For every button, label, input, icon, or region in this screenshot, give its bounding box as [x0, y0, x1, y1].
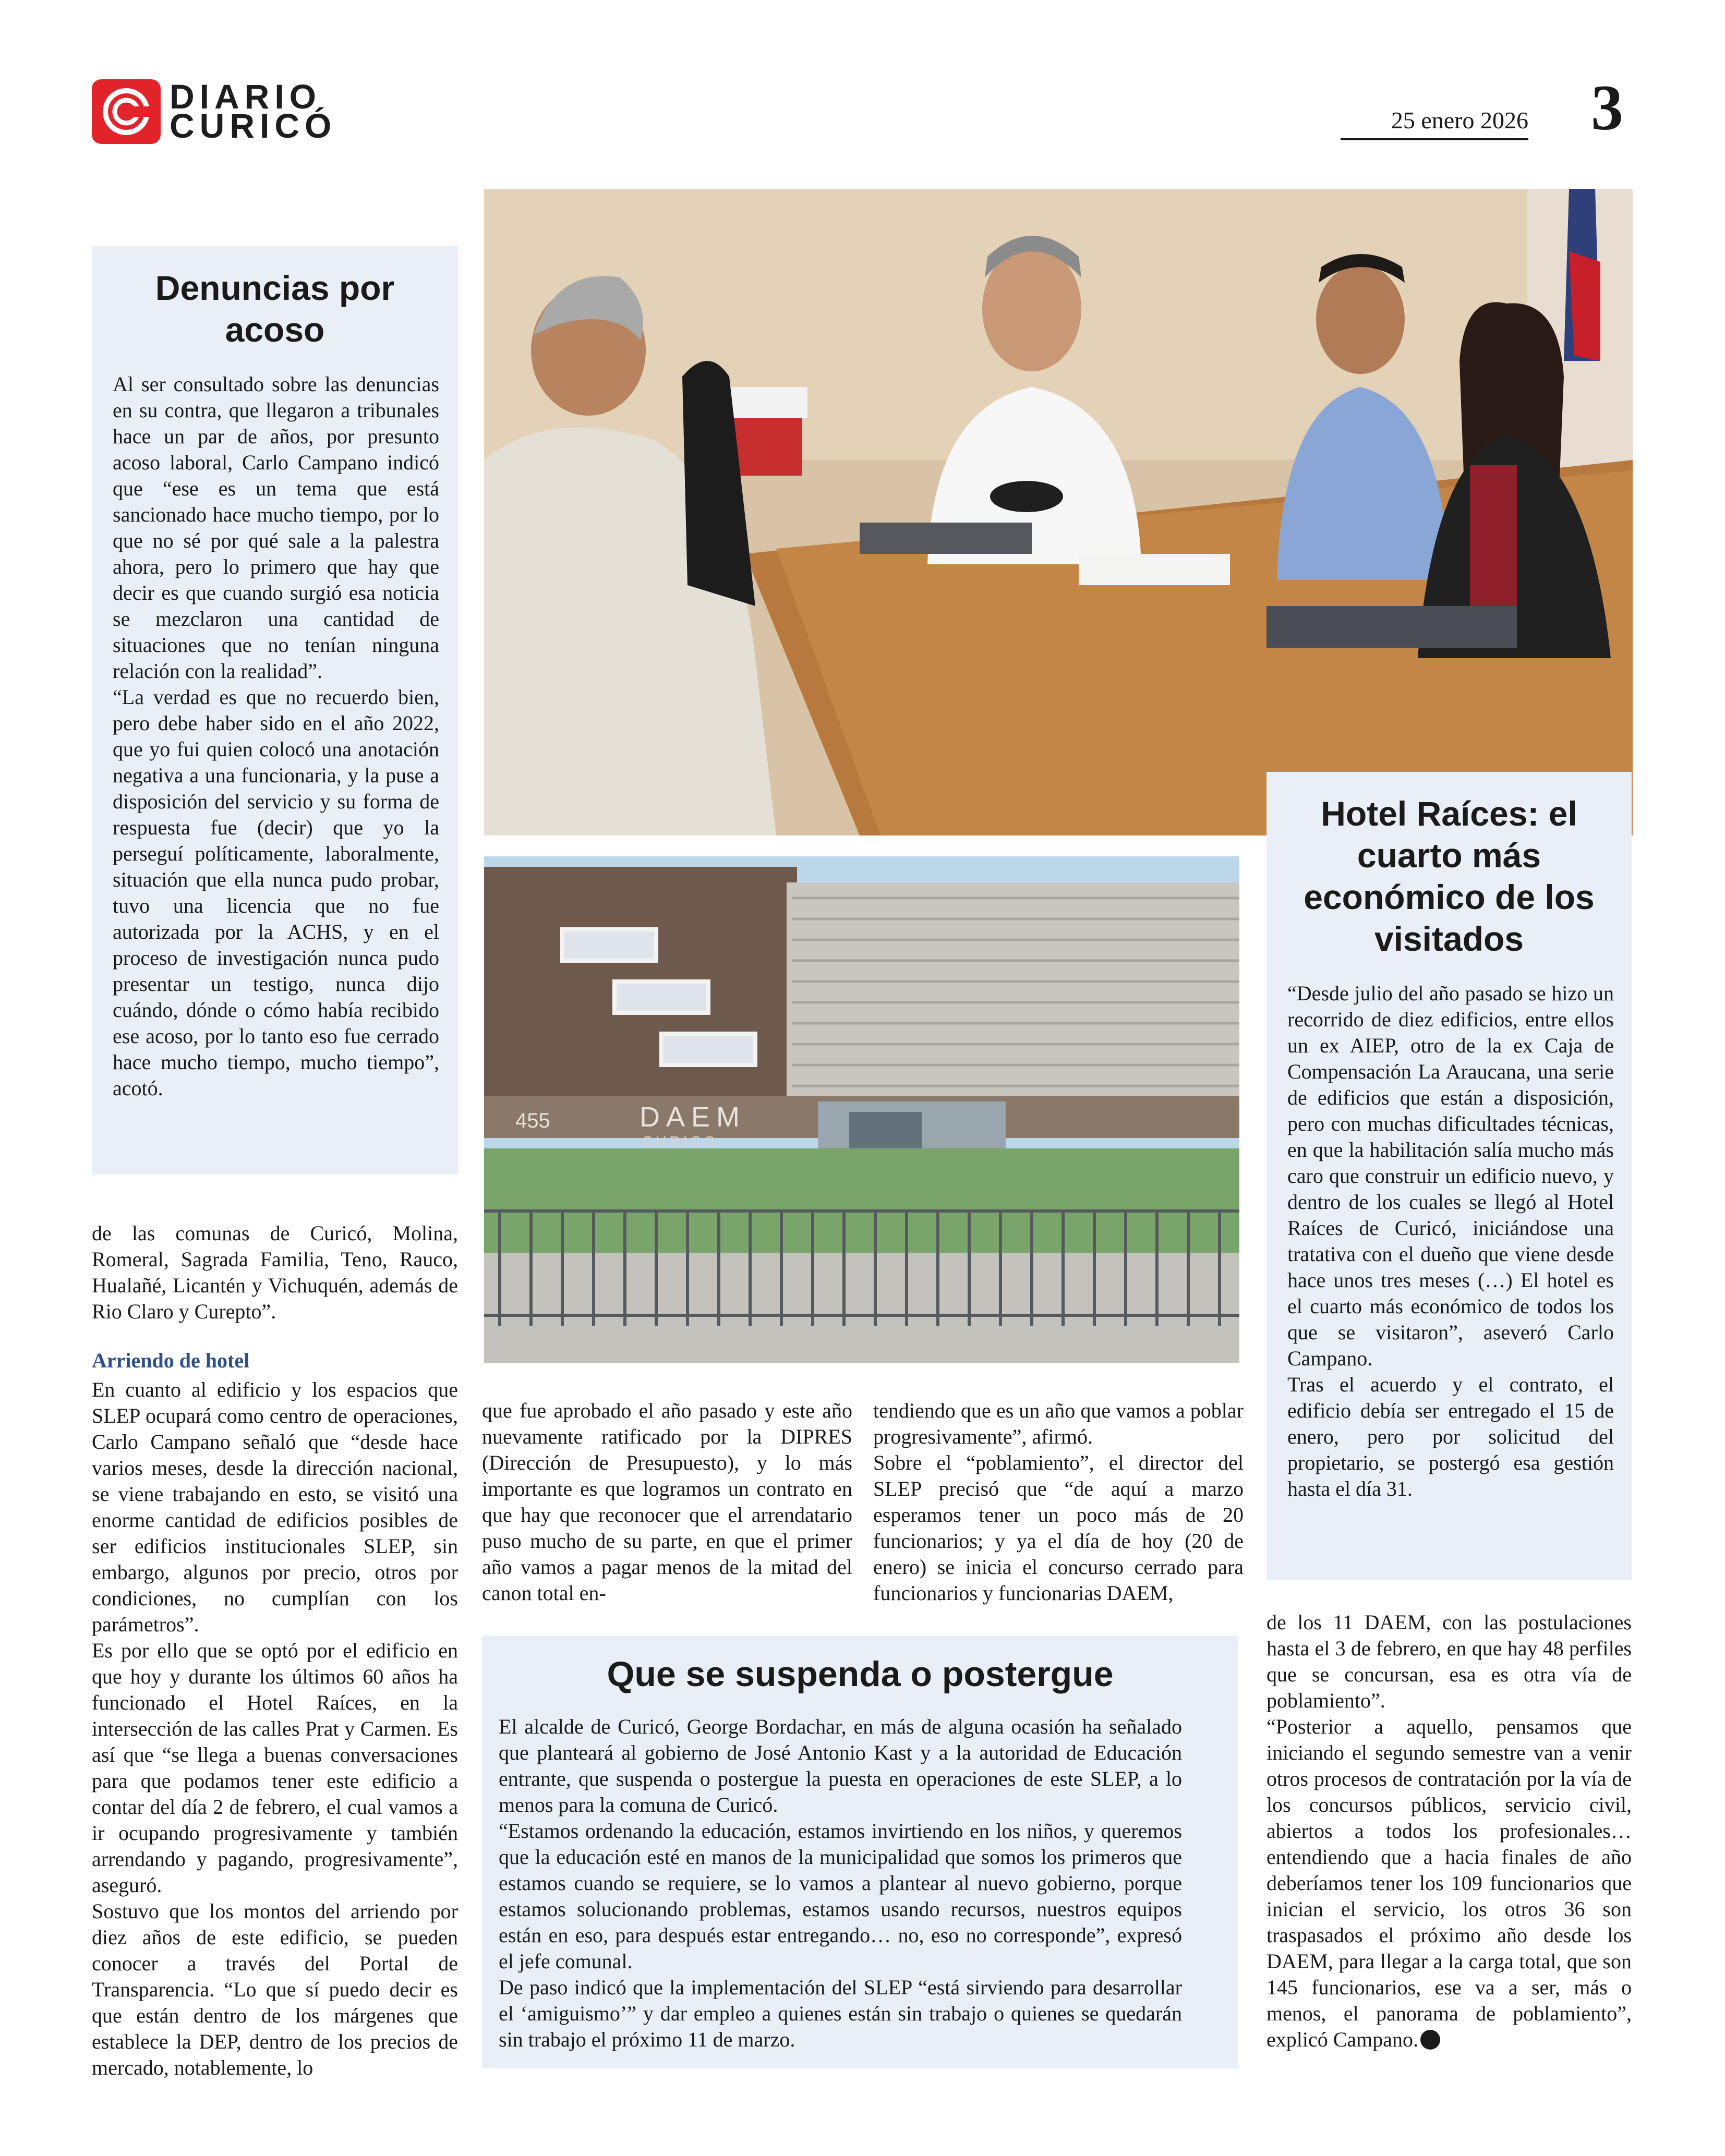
- end-of-article-icon: [1420, 2030, 1440, 2050]
- page-number: 3: [1591, 72, 1623, 143]
- box-body: [1287, 980, 1614, 1502]
- paragraph: Sostuvo que los montos del arriendo por diez años de este edificio, se pueden conocer a través del Portal de Transparencia. “Lo que sí puedo decir es que están dentro de los márgenes que establece la DEP, dentro de los precios de mercado, notablemente, lo: [92, 1899, 458, 2079]
- paragraph: Es por ello que se optó por el edificio en que hoy y durante los últimos 60 años ha funcionado el Hotel Raíces, en la intersección de las calles Prat y Carmen. Es así que “se llega a buenas conversaciones para que podamos tener este edificio a contar del día 2 de febrero, el cual vamos a ir ocupando progresivamente y también arrendando y pagando, progresivamente”, aseguró.: [92, 1639, 458, 1897]
- building-sign-city: CURICO: [642, 1133, 719, 1149]
- paragraph: De paso indicó que la implementación del SLEP “está sirviendo para desarrollar el ‘amiguismo’” y dar empleo a quienes están sin trabajo o quienes se quedarán sin trabajo el próximo 11 de marzo.: [499, 1976, 1182, 2051]
- paragraph: “La verdad es que no recuerdo bien, pero debe haber sido en el año 2022, que yo fui quien colocó una anotación negativa a una funcionaria, y la puse a disposición del servicio y su forma de respuesta fue (decir) que yo la perseguí políticamente, laboralmente, situación que ella nunca pudo probar, tuvo una licencia que no fue autorizada por la ACHS, y en el proceso de investigación nunca pudo presentar un testigo, nunca dijo cuándo, dónde o cómo había recibido ese acoso, por lo tanto eso fue cerrado hace mucho tiempo, mucho tiempo”, acotó.: [113, 685, 439, 1100]
- building-number: 455: [515, 1109, 550, 1132]
- paragraph: “Desde julio del año pasado se hizo un recorrido de diez edificios, entre ellos un ex AIEP, otro de la ex Caja de Compensación La Araucana, una serie de edificios que están a disposición, pero con muchas dificultades técnicas, en que la habilitación salía mucho más caro que construir un edificio nuevo, y dentro de los cuales se llegó al Hotel Raíces de Curicó, iniciándose una tratativa con el dueño que viene desde hace unos tres meses (…) El hotel es el cuarto más económico de todos los que se visitaron”, aseveró Carlo Campano.: [1287, 982, 1614, 1370]
- box-title: Hotel Raíces: el cuarto más económico de los visitados: [1304, 794, 1595, 958]
- box-body: [499, 1714, 1182, 2053]
- article-column: [92, 1220, 458, 1325]
- issue-date: 25 enero 2026: [1341, 106, 1528, 140]
- sidebar-box-denuncias: [92, 246, 458, 1174]
- paragraph: de las comunas de Curicó, Molina, Romeral, Sagrada Familia, Teno, Rauco, Hualañé, Licantén y Vichuquén, además de Rio Claro y Curepto”.: [92, 1221, 458, 1323]
- subheading: Arriendo de hotel: [92, 1349, 250, 1372]
- paragraph: tendiendo que es un año que vamos a poblar progresivamente”, afirmó.: [873, 1399, 1244, 1448]
- meeting-photo: [484, 189, 1633, 835]
- box-body: [113, 371, 439, 1101]
- paragraph: Al ser consultado sobre las denuncias en su contra, que llegaron a tribunales hace un par de años, por presunto acoso laboral, Carlo Campano indicó que “ese es un tema que está sancionado hace mucho tiempo, por lo que no sé por qué sale a la palestra ahora, pero lo primero que hay que decir es que cuando surgió esa noticia se mezclaron una cantidad de situaciones que no tenían ninguna relación con la realidad”.: [113, 372, 439, 683]
- paragraph: “Estamos ordenando la educación, estamos invirtiendo en los niños, y queremos que la educación esté en manos de la municipalidad que somos los primeros que estamos cuando se requiere, se lo vamos a plantear al nuevo gobierno, porque estamos solucionando problemas, estamos usando recursos, nuestros equipos están en eso, para después estar entregando… no, eso no corresponde”, expresó el jefe comunal.: [499, 1819, 1182, 1973]
- sidebar-box-hotel: [1266, 772, 1632, 1580]
- paragraph: El alcalde de Curicó, George Bordachar, en más de alguna ocasión ha señalado que planteará al gobierno de José Antonio Kast y a la autoridad de Educación entrante, que suspenda o postergue la puesta en operaciones de este SLEP, a lo menos para la comuna de Curicó.: [499, 1715, 1182, 1816]
- brand-name-line1: DIARIO: [170, 77, 321, 116]
- building-sign: DAEM: [640, 1101, 746, 1133]
- paragraph: de los 11 DAEM, con las postulaciones hasta el 3 de febrero, en que hay 48 perfiles que se concursan, esa es otra vía de poblamiento”.: [1266, 1610, 1632, 1712]
- article-column: [92, 1377, 458, 2081]
- logo-icon: [92, 79, 161, 144]
- brand-name-line2: CURICÓ: [170, 106, 337, 145]
- paragraph: que fue aprobado el año pasado y este año nuevamente ratificado por la DIPRES (Dirección de Presupuesto), y lo más importante es que logramos un contrato en que hay que reconocer que el arrendatario puso mucho de su parte, en que el primer año vamos a pagar menos de la mitad del canon total en-: [482, 1399, 852, 1605]
- article-column: [1266, 1609, 1632, 2053]
- paragraph: Sobre el “poblamiento”, el director del SLEP precisó que “de aquí a marzo esperamos tener un poco más de 20 funcionarios; y ya el día de hoy (20 de enero) se inicia el concurso cerrado para funcionarios y funcionarias DAEM,: [873, 1451, 1244, 1605]
- box-title: Que se suspenda o postergue: [607, 1654, 1114, 1694]
- paragraph: En cuanto al edificio y los espacios que SLEP ocupará como centro de operaciones, Carlo Campano señaló que “desde hace varios meses, desde la dirección nacional, se viene trabajando en esto, se visitó una enorme cantidad de edificios posibles de ser edificios institucionales SLEP, sin embargo, algunos por precio, otros por condiciones, no cumplían con los parámetros”.: [92, 1378, 458, 1636]
- daem-building-photo: [484, 856, 1239, 1363]
- article-column: [482, 1398, 852, 1606]
- sidebar-box-suspenda: [482, 1636, 1238, 2068]
- paragraph: Tras el acuerdo y el contrato, el edificio debía ser entregado el 15 de enero, pero por solicitud del propietario, se postergó esa gestión hasta el día 31.: [1287, 1373, 1614, 1500]
- box-title: Denuncias por acoso: [155, 269, 395, 349]
- paragraph: “Posterior a aquello, pensamos que iniciando el segundo semestre van a venir otros procesos de contratación por la vía de los concursos públicos, servicio civil, abiertos a todos los profesionales… entendiendo que a hacia finales de año deberíamos tener los 109 funcionarios que inician el servicio, los otros 36 son traspasados el próximo año desde los DAEM, para llegar a la carga total, que son 145 funcionarios, ese va a ser, más o menos, el panorama de poblamiento”, explicó Campano.: [1266, 1715, 1632, 2051]
- article-column: [873, 1398, 1244, 1606]
